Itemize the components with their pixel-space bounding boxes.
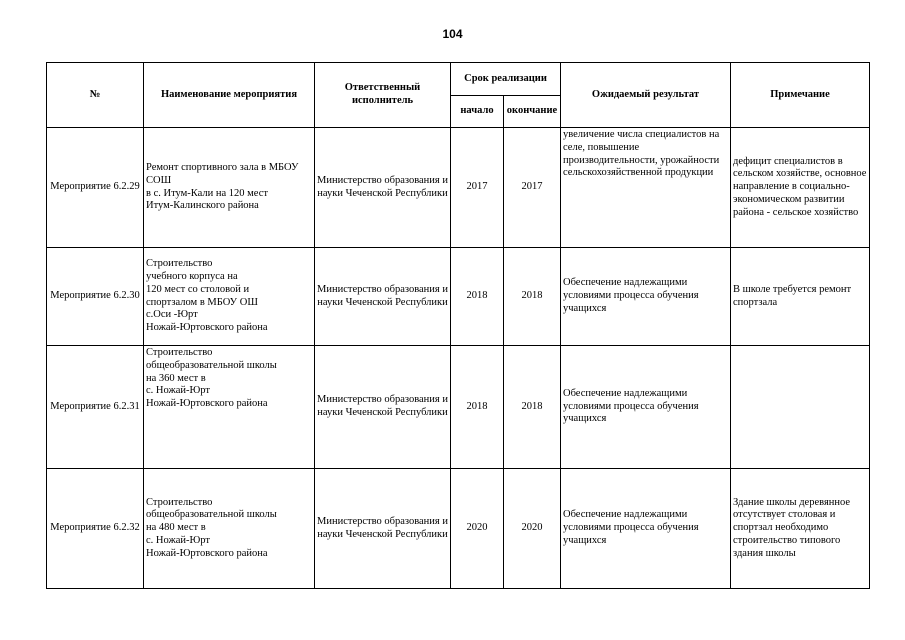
header-row-1 xyxy=(47,63,870,96)
activities-table xyxy=(46,62,870,589)
row-start: 2018 xyxy=(451,248,504,346)
row-note: дефицит специалистов в сельском хозяйстве, основное направление в социально-экономическом развитии района - сельское хозяйство xyxy=(731,128,870,248)
header-name: Наименование мероприятия xyxy=(144,63,315,128)
row-name: Строительство общеобразовательной школы на 360 мест в с. Ножай-Юрт Ножай-Юртовского района xyxy=(144,346,315,469)
row-note xyxy=(731,346,870,469)
row-end: 2018 xyxy=(504,346,561,469)
row-executor: Министерство образования и науки Чеченской Республики xyxy=(315,248,451,346)
row-name: Ремонт спортивного зала в МБОУ СОШ в с. Итум-Кали на 120 мест Итум-Калинского района xyxy=(144,128,315,248)
table-row xyxy=(47,346,870,469)
row-num: Мероприятие 6.2.31 xyxy=(47,346,144,469)
header-num: № xyxy=(47,63,144,128)
header-note: Примечание xyxy=(731,63,870,128)
header-start: начало xyxy=(451,96,504,128)
row-num: Мероприятие 6.2.29 xyxy=(47,128,144,248)
row-result: увеличение числа специалистов на селе, повышение производительности, урожайности сельскохозяйственной продукции xyxy=(561,128,731,248)
row-name: Строительство общеобразовательной школы на 480 мест в с. Ножай-Юрт Ножай-Юртовского района xyxy=(144,469,315,589)
row-num: Мероприятие 6.2.32 xyxy=(47,469,144,589)
row-result: Обеспечение надлежащими условиями процесса обучения учащихся xyxy=(561,248,731,346)
row-start: 2017 xyxy=(451,128,504,248)
header-result: Ожидаемый результат xyxy=(561,63,731,128)
row-executor: Министерство образования и науки Чеченской Республики xyxy=(315,469,451,589)
page-number: 104 xyxy=(442,27,463,41)
row-executor: Министерство образования и науки Чеченской Республики xyxy=(315,346,451,469)
row-num: Мероприятие 6.2.30 xyxy=(47,248,144,346)
header-end: окончание xyxy=(504,96,561,128)
row-note: В школе требуется ремонт спортзала xyxy=(731,248,870,346)
table-row xyxy=(47,128,870,248)
row-result: Обеспечение надлежащими условиями процесса обучения учащихся xyxy=(561,469,731,589)
row-start: 2020 xyxy=(451,469,504,589)
row-end: 2017 xyxy=(504,128,561,248)
row-result: Обеспечение надлежащими условиями процесса обучения учащихся xyxy=(561,346,731,469)
table-row xyxy=(47,469,870,589)
row-note: Здание школы деревянное отсутствует столовая и спортзал необходимо строительство типового здания школы xyxy=(731,469,870,589)
row-start: 2018 xyxy=(451,346,504,469)
row-end: 2018 xyxy=(504,248,561,346)
table-row xyxy=(47,248,870,346)
row-end: 2020 xyxy=(504,469,561,589)
header-term: Срок реализации xyxy=(451,63,561,96)
row-name: Строительство учебного корпуса на 120 мест со столовой и спортзалом в МБОУ ОШ с.Оси -Юрт Ножай-Юртовского района xyxy=(144,248,315,346)
row-executor: Министерство образования и науки Чеченской Республики xyxy=(315,128,451,248)
header-executor: Ответственный исполнитель xyxy=(315,63,451,128)
